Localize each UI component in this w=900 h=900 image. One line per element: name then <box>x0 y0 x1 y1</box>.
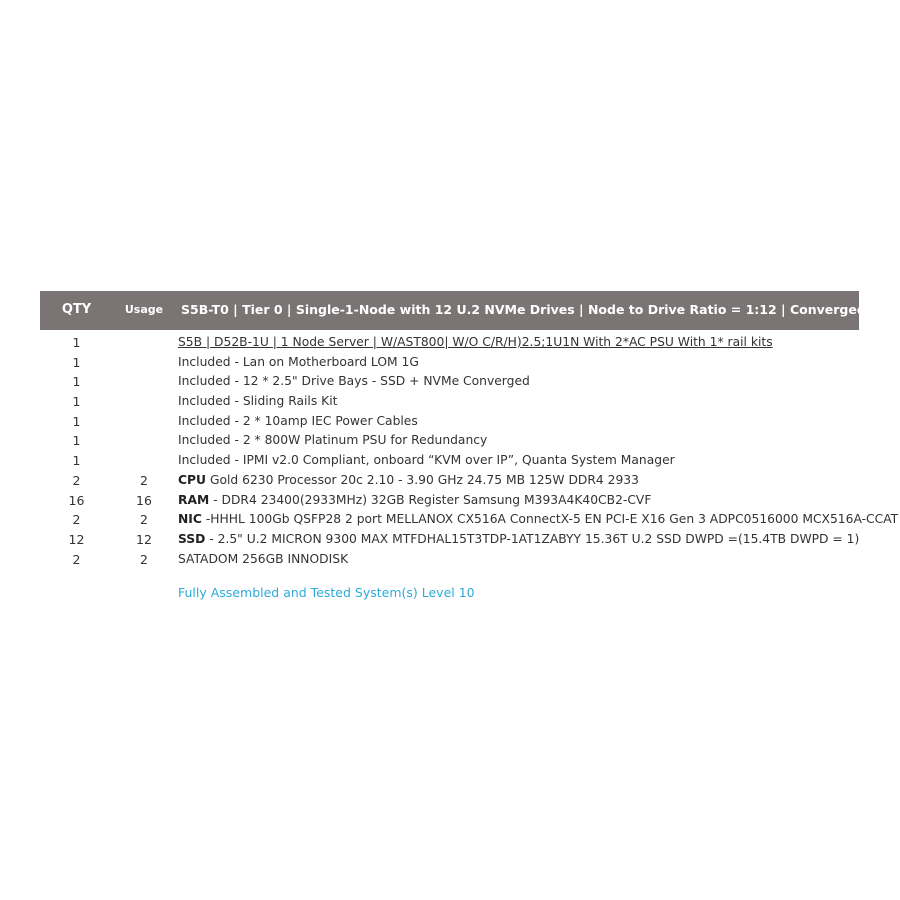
description-cell <box>178 392 337 412</box>
description-cell <box>178 491 651 511</box>
qty-cell: 1 <box>72 335 81 350</box>
description-text: -HHHL 100Gb QSFP28 2 port MELLANOX CX516A ConnectX-5 EN PCI-E X16 Gen 3 ADPC0516000 MCX516A-CCAT <box>201 512 899 527</box>
component-type-label: NIC <box>178 512 202 527</box>
usage-cell: 2 <box>140 472 148 488</box>
table-row <box>40 412 859 432</box>
description-cell <box>178 412 418 432</box>
table-row <box>40 471 859 491</box>
table-row <box>40 491 859 511</box>
description-text: - 2.5" U.2 MICRON 9300 MAX MTFDHAL15T3TDP-1AT1ZABYY 15.36T U.2 SSD DWPD =(15.4TB DWPD = 1) <box>205 531 860 546</box>
qty-cell: 12 <box>68 531 85 547</box>
description-cell <box>178 353 419 373</box>
description-cell <box>178 471 639 491</box>
description-text: SATADOM 256GB INNODISK <box>178 551 349 566</box>
spec-table <box>40 291 899 600</box>
description-text: Included - 2 * 10amp IEC Power Cables <box>178 413 418 428</box>
description-text: Included - Lan on Motherboard LOM 1G <box>178 354 419 369</box>
qty-cell: 1 <box>72 374 81 390</box>
table-row <box>40 451 859 471</box>
description-cell <box>178 333 773 353</box>
qty-cell: 1 <box>72 413 81 429</box>
component-type-label: RAM <box>178 492 210 507</box>
usage-cell: 16 <box>136 492 152 508</box>
qty-cell: 2 <box>72 472 81 488</box>
component-type-label: CPU <box>178 472 207 487</box>
description-cell <box>178 530 859 550</box>
qty-cell: 2 <box>72 512 81 528</box>
table-body <box>40 333 899 569</box>
qty-cell: 1 <box>72 354 81 370</box>
configuration-title: S5B-T0 | Tier 0 | Single-1-Node with 12 U.2 NVMe Drives | Node to Drive Ratio = 1:12 | Converged <box>181 302 866 317</box>
table-row <box>40 333 859 353</box>
table-header <box>40 291 866 330</box>
usage-cell: 12 <box>136 531 152 547</box>
description-text: S5B | D52B-1U | 1 Node Server | W/AST800| W/O C/R/H)2.5;1U1N With 2*AC PSU With 1* rail kits <box>178 335 773 349</box>
description-cell <box>178 372 530 392</box>
usage-cell: 2 <box>140 551 148 567</box>
description-text: - DDR4 23400(2933MHz) 32GB Register Samsung M393A4K40CB2-CVF <box>209 492 652 507</box>
qty-cell: 1 <box>72 433 81 449</box>
description-cell <box>178 510 898 530</box>
description-text: Included - IPMI v2.0 Compliant, onboard “KVM over IP”, Quanta System Manager <box>178 453 675 468</box>
qty-cell: 1 <box>72 394 81 410</box>
table-row <box>40 372 859 392</box>
table-row <box>40 530 859 550</box>
qty-cell: 2 <box>72 551 81 567</box>
description-cell <box>178 550 348 570</box>
table-row <box>40 431 859 451</box>
component-type-label: SSD <box>178 531 206 546</box>
usage-cell: 2 <box>140 512 148 528</box>
table-row <box>40 392 859 412</box>
table-row <box>40 353 859 373</box>
description-cell <box>178 451 675 471</box>
assembly-note: Fully Assembled and Tested System(s) Level 10 <box>178 585 475 600</box>
qty-column-header: QTY <box>61 302 92 317</box>
description-text: Included - 12 * 2.5" Drive Bays - SSD + NVMe Converged <box>178 374 530 389</box>
description-text: Included - 2 * 800W Platinum PSU for Redundancy <box>178 433 488 448</box>
qty-cell: 1 <box>72 453 81 469</box>
table-row <box>40 510 899 530</box>
usage-column-header: Usage <box>124 303 164 316</box>
table-row <box>40 550 859 570</box>
description-text: Included - Sliding Rails Kit <box>178 394 338 409</box>
description-cell <box>178 431 487 451</box>
description-text: Gold 6230 Processor 20c 2.10 - 3.90 GHz 24.75 MB 125W DDR4 2933 <box>206 472 639 487</box>
qty-cell: 16 <box>68 492 85 508</box>
